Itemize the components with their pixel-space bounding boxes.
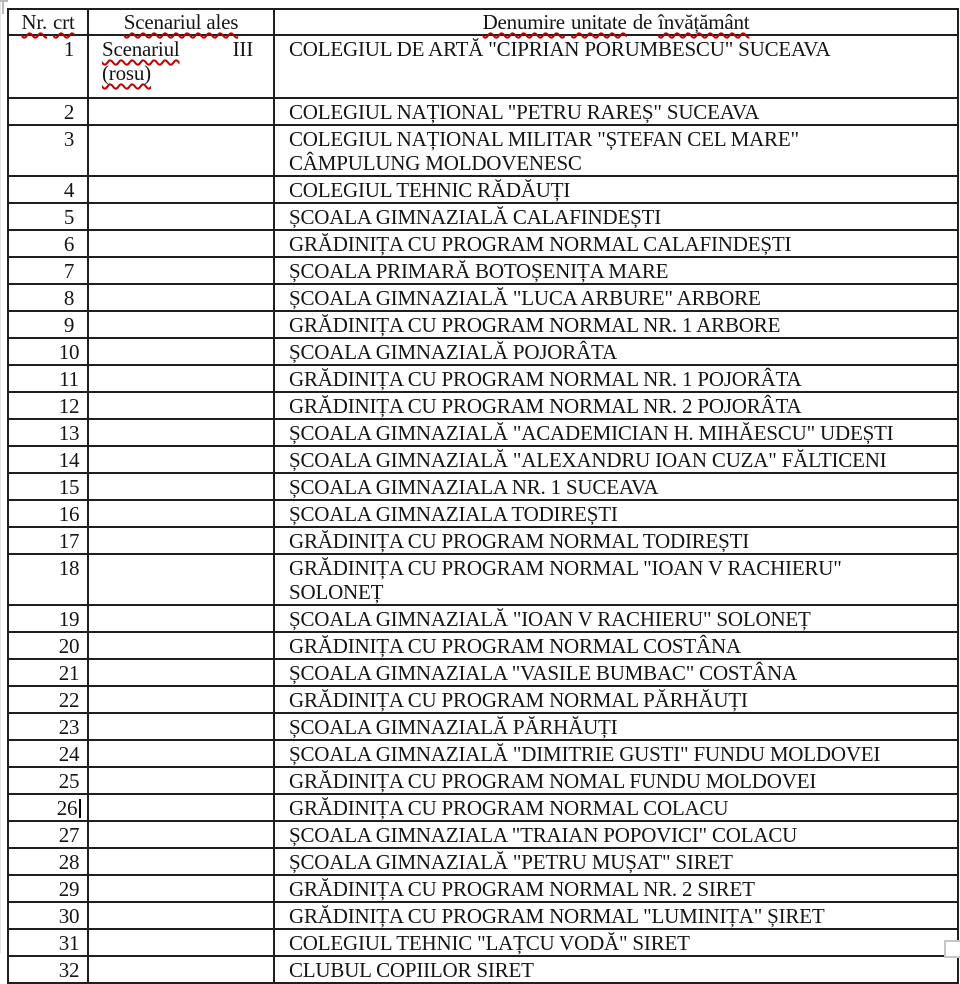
header-name-word2: unitate	[570, 10, 627, 34]
table-row	[8, 848, 958, 875]
school-name-cell[interactable]	[274, 821, 958, 848]
school-name: GRĂDINIȚA CU PROGRAM NORMAL "IOAN V RACHIERU"	[289, 556, 842, 580]
school-name-cell[interactable]	[274, 311, 958, 338]
row-number: 24	[58, 742, 80, 766]
school-name-line2: SOLONEȚ	[289, 580, 384, 604]
table-row	[8, 98, 958, 125]
row-number-cell[interactable]	[8, 821, 88, 848]
school-name: ȘCOALA GIMNAZIALĂ CALAFINDEȘTI	[289, 205, 661, 229]
school-name-cell[interactable]	[274, 956, 958, 983]
row-number: 4	[63, 178, 75, 202]
school-name: GRĂDINIȚA CU PROGRAM NORMAL NR. 1 POJORÂTA	[289, 367, 802, 391]
scenario-cell[interactable]	[88, 125, 274, 176]
scenario-cell[interactable]	[88, 527, 274, 554]
school-name: ȘCOALA GIMNAZIALĂ "IOAN V RACHIERU" SOLONEȚ	[289, 607, 811, 631]
school-name-cell[interactable]	[274, 632, 958, 659]
school-name: ȘCOALA GIMNAZIALĂ "PETRU MUȘAT" SIRET	[289, 850, 733, 874]
row-number: 11	[59, 367, 79, 391]
school-name: GRĂDINIȚA CU PROGRAM NORMAL COSTÂNA	[289, 634, 741, 658]
table-row	[8, 35, 958, 98]
scenario-color-word: (rosu)	[102, 61, 151, 85]
school-name: CLUBUL COPIILOR SIRET	[289, 958, 534, 982]
row-number-cell[interactable]	[8, 794, 88, 821]
school-name-cell[interactable]	[274, 230, 958, 257]
school-name: COLEGIUL NAȚIONAL "PETRU RAREȘ" SUCEAVA	[289, 100, 760, 124]
header-name-word1: Denumire	[482, 10, 565, 34]
row-number-cell[interactable]	[8, 125, 88, 176]
school-name-cell[interactable]	[274, 125, 958, 176]
scenario-cell[interactable]	[88, 686, 274, 713]
row-number-cell[interactable]	[8, 257, 88, 284]
scenario-cell[interactable]	[88, 713, 274, 740]
scenario-cell[interactable]	[88, 740, 274, 767]
row-number-cell[interactable]	[8, 311, 88, 338]
row-number-cell[interactable]	[8, 176, 88, 203]
school-name-cell[interactable]	[274, 446, 958, 473]
row-number: 10	[58, 340, 80, 364]
scenario-cell[interactable]	[88, 794, 274, 821]
row-number-cell[interactable]	[8, 338, 88, 365]
school-name-cell[interactable]	[274, 203, 958, 230]
school-name-cell[interactable]	[274, 365, 958, 392]
header-denumire-unitate[interactable]	[274, 9, 958, 35]
school-name-cell[interactable]	[274, 713, 958, 740]
school-name-cell[interactable]	[274, 35, 958, 98]
row-number: 31	[58, 931, 80, 955]
scenario-cell[interactable]	[88, 176, 274, 203]
row-number-cell[interactable]	[8, 500, 88, 527]
table-row	[8, 902, 958, 929]
school-name-cell[interactable]	[274, 392, 958, 419]
school-name-cell[interactable]	[274, 767, 958, 794]
scenario-cell[interactable]	[88, 500, 274, 527]
school-name: GRĂDINIȚA CU PROGRAM NORMAL COLACU	[289, 796, 729, 820]
scenario-cell[interactable]	[88, 848, 274, 875]
row-number-cell[interactable]	[8, 713, 88, 740]
page-edge-line	[0, 0, 1, 953]
table-row	[8, 686, 958, 713]
school-name: GRĂDINIȚA CU PROGRAM NORMAL "LUMINIȚA" ȘIRET	[289, 904, 825, 928]
row-number: 12	[58, 394, 80, 418]
school-name: GRĂDINIȚA CU PROGRAM NORMAL NR. 2 POJORÂTA	[289, 394, 802, 418]
row-number: 21	[58, 661, 80, 685]
scenario-cell[interactable]	[88, 365, 274, 392]
scenario-cell[interactable]	[88, 284, 274, 311]
row-number-cell[interactable]	[8, 446, 88, 473]
school-name: ȘCOALA PRIMARĂ BOTOȘENIȚA MARE	[289, 259, 669, 283]
row-number: 25	[58, 769, 80, 793]
school-name: ȘCOALA GIMNAZIALA TODIREȘTI	[289, 502, 618, 526]
table-row	[8, 203, 958, 230]
row-number-cell[interactable]	[8, 98, 88, 125]
scenario-cell[interactable]	[88, 605, 274, 632]
row-number: 5	[63, 205, 75, 229]
school-name-cell[interactable]	[274, 554, 958, 605]
school-name: ȘCOALA GIMNAZIALĂ "DIMITRIE GUSTI" FUNDU MOLDOVEI	[289, 742, 881, 766]
school-name-cell[interactable]	[274, 605, 958, 632]
scenario-cell[interactable]	[88, 929, 274, 956]
scenario-cell[interactable]	[88, 902, 274, 929]
row-number-cell[interactable]	[8, 929, 88, 956]
school-name-cell[interactable]	[274, 659, 958, 686]
scenario-content	[102, 37, 253, 85]
scenario-cell[interactable]	[88, 35, 274, 98]
scenario-cell[interactable]	[88, 956, 274, 983]
school-name: ȘCOALA GIMNAZIALĂ "ALEXANDRU IOAN CUZA" FĂLTICENI	[289, 448, 887, 472]
school-name: GRĂDINIȚA CU PROGRAM NORMAL NR. 1 ARBORE	[289, 313, 781, 337]
table-move-handle-icon[interactable]	[0, 0, 8, 2]
header-nr-word: Nr.	[21, 10, 48, 34]
row-number: 2	[63, 100, 75, 124]
row-number: 1	[63, 37, 75, 61]
school-name-line2: CÂMPULUNG MOLDOVENESC	[289, 151, 582, 175]
scenario-cell[interactable]	[88, 554, 274, 605]
row-number-cell[interactable]	[8, 632, 88, 659]
row-number-cell[interactable]	[8, 740, 88, 767]
school-name-cell[interactable]	[274, 419, 958, 446]
row-number-cell[interactable]	[8, 686, 88, 713]
table-row	[8, 257, 958, 284]
row-number: 23	[58, 715, 80, 739]
row-number-cell[interactable]	[8, 902, 88, 929]
table-row	[8, 392, 958, 419]
table-row	[8, 338, 958, 365]
table-row	[8, 632, 958, 659]
school-name-cell[interactable]	[274, 176, 958, 203]
table-row	[8, 176, 958, 203]
table-row	[8, 821, 958, 848]
school-name-cell[interactable]	[274, 527, 958, 554]
table-move-handle-icon[interactable]	[2, 0, 4, 14]
scenario-cell[interactable]	[88, 392, 274, 419]
table-row	[8, 125, 958, 176]
row-number-cell[interactable]	[8, 767, 88, 794]
school-name-cell[interactable]	[274, 473, 958, 500]
header-name-word4: învățământ	[658, 10, 750, 34]
table-row	[8, 605, 958, 632]
row-number: 27	[58, 823, 80, 847]
table-row	[8, 311, 958, 338]
table-row	[8, 794, 958, 821]
scenario-cell[interactable]	[88, 98, 274, 125]
table-header-row	[8, 9, 958, 35]
table-row	[8, 473, 958, 500]
school-name: ȘCOALA GIMNAZIALA "TRAIAN POPOVICI" COLACU	[289, 823, 798, 847]
scenario-cell[interactable]	[88, 338, 274, 365]
row-number-cell[interactable]	[8, 392, 88, 419]
row-number: 22	[58, 688, 80, 712]
scenario-cell[interactable]	[88, 473, 274, 500]
row-number: 6	[63, 232, 75, 256]
row-number: 16	[58, 502, 80, 526]
school-name: ȘCOALA GIMNAZIALĂ "ACADEMICIAN H. MIHĂESCU" UDEȘTI	[289, 421, 894, 445]
school-name: GRĂDINIȚA CU PROGRAM NOMAL FUNDU MOLDOVEI	[289, 769, 817, 793]
row-number: 18	[58, 556, 80, 580]
header-nr-crt[interactable]	[8, 9, 88, 35]
table-row	[8, 500, 958, 527]
row-number: 3	[63, 127, 75, 151]
table-row	[8, 956, 958, 983]
row-number: 8	[63, 286, 75, 310]
scenario-line1	[102, 37, 253, 61]
school-name: GRĂDINIȚA CU PROGRAM NORMAL NR. 2 SIRET	[289, 877, 755, 901]
scenario-cell[interactable]	[88, 821, 274, 848]
school-name-cell[interactable]	[274, 338, 958, 365]
text-caret	[79, 799, 81, 818]
school-name: COLEGIUL TEHNIC RĂDĂUȚI	[289, 178, 571, 202]
school-name: ȘCOALA GIMNAZIALĂ PĂRHĂUȚI	[289, 715, 618, 739]
row-number-cell[interactable]	[8, 875, 88, 902]
school-name-cell[interactable]	[274, 875, 958, 902]
row-number-cell[interactable]	[8, 554, 88, 605]
school-name: COLEGIUL NAȚIONAL MILITAR "ȘTEFAN CEL MARE"	[289, 127, 799, 151]
row-number-cell[interactable]	[8, 605, 88, 632]
row-number: 20	[58, 634, 80, 658]
school-name: COLEGIUL TEHNIC "LAȚCU VODĂ" SIRET	[289, 931, 690, 955]
scenario-cell[interactable]	[88, 311, 274, 338]
school-name: GRĂDINIȚA CU PROGRAM NORMAL PĂRHĂUȚI	[289, 688, 748, 712]
row-number-cell[interactable]	[8, 365, 88, 392]
row-number: 30	[58, 904, 80, 928]
scenario-cell[interactable]	[88, 419, 274, 446]
table-row	[8, 767, 958, 794]
row-number-cell[interactable]	[8, 527, 88, 554]
school-name: GRĂDINIȚA CU PROGRAM NORMAL CALAFINDEȘTI	[289, 232, 792, 256]
row-number: 13	[58, 421, 80, 445]
table-row	[8, 527, 958, 554]
row-number: 9	[63, 313, 75, 337]
row-number: 15	[58, 475, 80, 499]
school-list-table	[7, 8, 959, 984]
row-number: 28	[58, 850, 80, 874]
table-row	[8, 554, 958, 605]
row-number: 19	[58, 607, 80, 631]
table-row	[8, 929, 958, 956]
row-number-cell[interactable]	[8, 203, 88, 230]
scenario-roman-numeral: III	[232, 37, 253, 61]
school-name-cell[interactable]	[274, 740, 958, 767]
row-number-cell[interactable]	[8, 956, 88, 983]
header-name-word3: de	[632, 10, 653, 34]
header-scenario-label: Scenariul ales	[123, 10, 239, 34]
row-number-cell[interactable]	[8, 230, 88, 257]
scenario-cell[interactable]	[88, 767, 274, 794]
table-row	[8, 365, 958, 392]
table-row	[8, 284, 958, 311]
table-row	[8, 419, 958, 446]
school-name: GRĂDINIȚA CU PROGRAM NORMAL TODIREȘTI	[289, 529, 750, 553]
table-row	[8, 713, 958, 740]
row-number-cell[interactable]	[8, 848, 88, 875]
row-number: 17	[58, 529, 80, 553]
school-name-cell[interactable]	[274, 902, 958, 929]
school-name-cell[interactable]	[274, 500, 958, 527]
row-number: 32	[58, 958, 80, 982]
school-name: ȘCOALA GIMNAZIALĂ POJORÂTA	[289, 340, 617, 364]
scenario-cell[interactable]	[88, 659, 274, 686]
row-number: 29	[58, 877, 80, 901]
row-number-cell[interactable]	[8, 419, 88, 446]
scenario-cell[interactable]	[88, 203, 274, 230]
scenario-cell[interactable]	[88, 446, 274, 473]
row-number: 26	[56, 796, 78, 820]
school-name-cell[interactable]	[274, 929, 958, 956]
table-resize-handle-icon[interactable]	[944, 940, 960, 958]
school-name-cell[interactable]	[274, 284, 958, 311]
scenario-word: Scenariul	[102, 37, 180, 61]
school-name: ȘCOALA GIMNAZIALĂ "LUCA ARBURE" ARBORE	[289, 286, 761, 310]
row-number-cell[interactable]	[8, 473, 88, 500]
row-number-cell[interactable]	[8, 35, 88, 98]
scenario-line2	[102, 61, 253, 85]
school-name: ȘCOALA GIMNAZIALA "VASILE BUMBAC" COSTÂNA	[289, 661, 797, 685]
row-number: 14	[58, 448, 80, 472]
row-number-cell[interactable]	[8, 659, 88, 686]
school-name-cell[interactable]	[274, 257, 958, 284]
school-name-cell[interactable]	[274, 794, 958, 821]
row-number-cell[interactable]	[8, 284, 88, 311]
school-name: COLEGIUL DE ARTĂ "CIPRIAN PORUMBESCU" SUCEAVA	[289, 37, 831, 61]
row-number: 7	[63, 259, 75, 283]
school-name-cell[interactable]	[274, 98, 958, 125]
table-row	[8, 659, 958, 686]
scenario-cell[interactable]	[88, 632, 274, 659]
table-row	[8, 875, 958, 902]
scenario-cell[interactable]	[88, 257, 274, 284]
table-row	[8, 740, 958, 767]
school-name: ȘCOALA GIMNAZIALA NR. 1 SUCEAVA	[289, 475, 659, 499]
table-body	[8, 35, 958, 983]
scenario-cell[interactable]	[88, 230, 274, 257]
table-row	[8, 230, 958, 257]
scenario-cell[interactable]	[88, 875, 274, 902]
header-crt-word: crt	[53, 10, 75, 34]
table-row	[8, 446, 958, 473]
school-name-cell[interactable]	[274, 686, 958, 713]
school-name-cell[interactable]	[274, 848, 958, 875]
header-scenariul-ales[interactable]	[88, 9, 274, 35]
